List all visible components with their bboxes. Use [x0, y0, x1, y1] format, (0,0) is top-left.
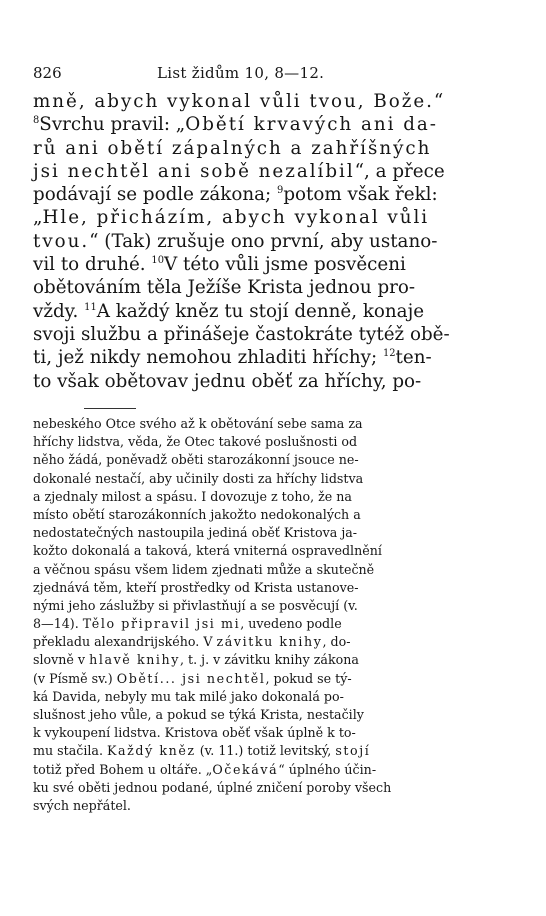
footnote-line: něho žádá, poněvadž oběti starozákonní jsouce ne-	[33, 453, 359, 469]
spaced-text: Hle, přicházím, abych vykonal vůli	[42, 207, 430, 229]
footnote-line: zjednává těm, kteří prostředky od Krista ustanove-	[33, 580, 359, 596]
spaced-text: stojí	[335, 744, 371, 760]
spaced-text: Tělo připravil jsi mi	[82, 617, 241, 633]
verse-number: 9	[277, 185, 284, 197]
footnote-line: hříchy lidstva, věda, že Otec takové poslušnosti od	[33, 435, 358, 451]
running-head: List židům 10, 8—12.	[157, 64, 325, 82]
spaced-text: hlavě knihy	[89, 653, 181, 669]
footnote-line: slovně v hlavě knihy, t. j. v závitku knihy zákona	[33, 653, 359, 669]
footnote-line: 8—14). Tělo připravil jsi mi, uvedeno podle	[33, 617, 342, 633]
text-line	[33, 137, 533, 160]
text-line: podávají se podle zákona; $^9$potom však řekl:	[33, 184, 438, 206]
footnote-line: dokonalé nestačí, aby učinily dosti za hříchy lidstva	[33, 471, 364, 487]
footnote-line: ká Davida, nebyly mu tak milé jako dokonalá po-	[33, 689, 344, 705]
spaced-text: tvou.	[33, 230, 90, 252]
main-text	[33, 90, 539, 393]
text-line	[33, 90, 533, 113]
footnote-line: překladu alexandrijského. V závitku knihy, do-	[33, 635, 351, 651]
footnote-line: k vykoupení lidstva. Kristova oběť však úplně k to-	[33, 726, 356, 742]
text-line: svoji službu a přinášeje častokráte tytéž obě-	[33, 323, 450, 345]
spaced-text: Každý kněz	[107, 744, 196, 760]
verse-number: 8	[33, 115, 40, 127]
page-header	[33, 62, 353, 84]
spaced-text: rů ani obětí zápalných a zahříšných	[33, 137, 432, 159]
verse-number: 12	[382, 348, 396, 360]
footnotes	[33, 416, 539, 816]
spaced-text: Obětí... jsi nechtěl	[116, 671, 266, 687]
footnote-line: a věčnou spásu všem lidem zjednati může a skutečně	[33, 562, 375, 578]
text-line: „Hle, přicházím, abych vykonal vůli	[33, 207, 430, 229]
footnote-line: slušnost jeho vůle, a pokud se týká Krista, nestačily	[33, 708, 364, 723]
text-line: vždy. $^{11}$A každý kněz tu stojí denně, konaje	[33, 300, 425, 322]
footnote-line: nebeského Otce svého až k obětování sebe sama za	[33, 417, 363, 432]
footnote-line: (v Písmě sv.) Obětí... jsi nechtěl, pokud se tý-	[33, 671, 352, 687]
spaced-text: Obětí krvavých ani da-	[185, 114, 438, 136]
text-line: to však obětovav jednu oběť za hříchy, po-	[33, 370, 422, 392]
spaced-text: mně, abych vykonal vůli tvou, Bože.“	[33, 91, 446, 112]
spaced-text: jsi nechtěl ani sobě nezalíbil	[33, 160, 355, 182]
footnote-line: nými jeho záslužby si přivlastňují a se posvěcují (v.	[33, 598, 358, 614]
footnote-line: ku své oběti jednou podané, úplné zničení poroby všech	[33, 780, 392, 796]
footnote-line: místo obětí starozákonních jakožto nedokonalých a	[33, 507, 361, 523]
footnote-line: mu stačila. Každý kněz (v. 11.) totiž levitský, stojí	[33, 744, 371, 760]
footnote-line: svých nepřátel.	[33, 798, 131, 814]
text-line: $^8$Svrchu pravil: „Obětí krvavých ani da-	[33, 114, 438, 136]
text-line: vil to druhé. $^{10}$V této vůli jsme posvěceni	[33, 254, 406, 276]
text-line: tvou.“ (Tak) zrušuje ono první, aby ustano-	[33, 230, 438, 252]
footnote-line: kožto dokonalá a taková, která vniterná ospravedlnění	[33, 544, 382, 560]
footnote-line: a zjednaly milost a spásu. I dovozuje z toho, že na	[33, 489, 352, 505]
spaced-text: závitku knihy	[216, 635, 323, 651]
verse-number: 10	[151, 255, 165, 267]
text-line: ti, jež nikdy nemohou zhladiti hříchy; $^{12}$ten-	[33, 347, 432, 369]
footnote-divider	[84, 408, 136, 409]
footnote-line: totiž před Bohem u oltáře. „Očekává“ úplného účin-	[33, 762, 377, 778]
page-number: 826	[33, 64, 62, 82]
text-line: jsi nechtěl ani sobě nezalíbil“, a přece	[33, 160, 445, 182]
verse-number: 11	[84, 301, 97, 313]
spaced-text: Očekává	[212, 762, 279, 778]
text-line: obětováním těla Ježíše Krista jednou pro-	[33, 277, 416, 299]
footnote-line: nedostatečných nastoupila jediná oběť Kristova ja-	[33, 526, 358, 542]
